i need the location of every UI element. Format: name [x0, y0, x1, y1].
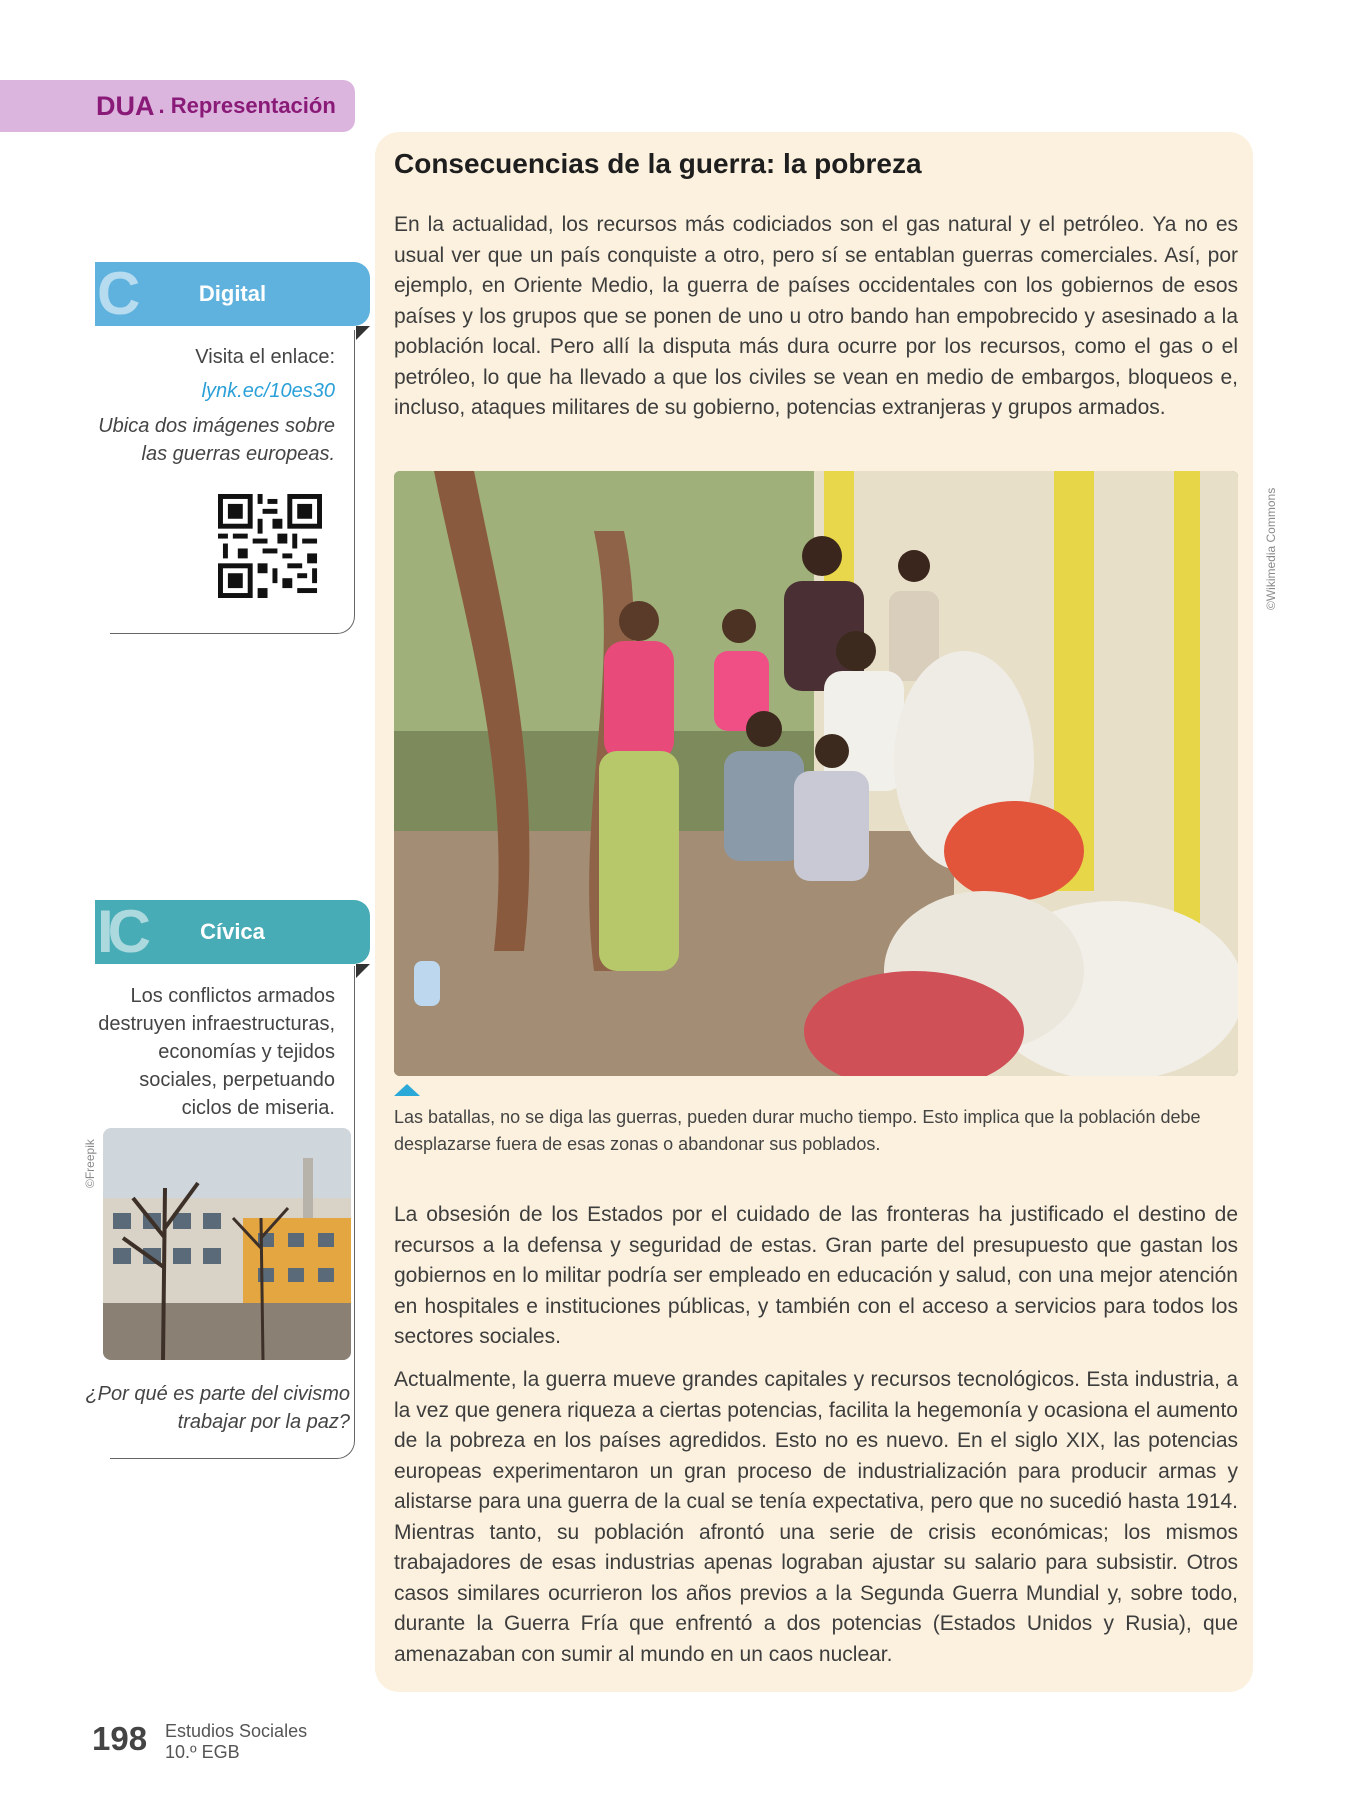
photo-credit-freepik: ©Freepik [83, 1139, 97, 1188]
dua-label: DUA [96, 90, 155, 121]
page-number: 198 [92, 1720, 148, 1757]
dua-tab [0, 80, 355, 132]
caption-triangle-icon [394, 1084, 420, 1096]
damaged-school-illustration [103, 1128, 351, 1360]
digital-instruction-line-1: Ubica dos imágenes sobre [98, 415, 335, 437]
footer-subject: Estudios Sociales [165, 1721, 308, 1741]
refugees-photo [394, 471, 1238, 1076]
dua-suffix: . Representación [158, 93, 336, 118]
civica-text-line-4: sociales, perpetuando [139, 1069, 335, 1091]
digital-c-icon: C [97, 260, 135, 327]
digital-title: Digital [198, 281, 267, 306]
civica-question-line-2: trabajar por la paz? [177, 1411, 350, 1433]
article-paragraph-3: Actualmente, la guerra mueve grandes capitales y recursos tecnológicos. Esta industria, a la vez que genera riqueza a ciertas potencias, facilita la hegemonía y ocasiona el aumento de la pobreza en los países agredidos. Esto no es nuevo. En el siglo XIX, las potencias europeas experimentaron un gran proceso de industrialización para producir armas y alistarse para una guerra de la cual se tenía expectativa, pero que no sucedió hasta 1914. Mientras tanto, su población afrontó una serie de crisis económicas; los mismos trabajadores de esas industrias apenas lograban ajustar su salario para subsistir. Otros casos similares ocurrieron los años previos a la Segunda Guerra Mundial y, sobre todo, durante la Guerra Fría que enfrentó a dos potencias (Estados Unidos y Rusia), que amenazaban con sumir al mundo en un caos nuclear. [394, 1368, 1238, 1666]
civica-text-line-1: Los conflictos armados [130, 985, 335, 1007]
civica-fold-icon [356, 964, 370, 978]
footer-grade: 10.º EGB [165, 1742, 240, 1762]
civica-box-header [95, 900, 370, 964]
digital-instruction-line-2: las guerras europeas. [141, 443, 335, 465]
photo-caption: Las batallas, no se diga las guerras, pueden durar mucho tiempo. Esto implica que la población debe desplazarse fuera de esas zonas o abandonar sus poblados. [394, 1107, 1201, 1154]
civica-text-line-3: economías y tejidos [158, 1041, 335, 1063]
article-paragraph-2: La obsesión de los Estados por el cuidado de las fronteras ha justificado el destino de recursos a la defensa y seguridad de estas. Gran parte del presupuesto que gastan los gobiernos en lo militar podría ser empleado en educación y salud, con una mejor atención en hospitales e instituciones públicas, y también con el acceso a servicios para todos los sectores sociales. [394, 1203, 1238, 1348]
qr-code-icon[interactable] [218, 494, 322, 598]
photo-credit-wikimedia: ©Wikimedia Commons [1264, 487, 1278, 610]
damaged-school-photo [103, 1128, 351, 1360]
digital-fold-icon [356, 326, 370, 340]
article-title: Consecuencias de la guerra: la pobreza [394, 148, 922, 179]
civica-text-line-5: ciclos de miseria. [181, 1097, 335, 1119]
article-paragraph-1: En la actualidad, los recursos más codiciados son el gas natural y el petróleo. Ya no es usual ver que un país conquiste a otro, pero sí se entablan guerras comerciales. Así, por ejemplo, en Oriente Medio, la guerra de países occidentales con los gobiernos de esos países y los grupos que se ponen de uno u otro bando han empobrecido y asesinado a la población local. Pero allí la disputa más dura ocurre por los recursos, como el gas o el petróleo, lo que ha llevado a que los civiles se vean en medio de embargos, bloqueos e, incluso, ataques militares de su gobierno, potencias extranjeras y grupos armados. [394, 213, 1238, 419]
civica-ic-icon: IC [97, 898, 145, 965]
civica-question-line-1: ¿Por qué es parte del civismo [85, 1383, 350, 1405]
digital-box-header [95, 262, 370, 326]
digital-link[interactable]: lynk.ec/10es30 [201, 380, 335, 402]
digital-visit-text: Visita el enlace: [195, 346, 335, 368]
civica-title: Cívica [200, 919, 265, 944]
civica-text-line-2: destruyen infraestructuras, [98, 1013, 335, 1035]
refugees-photo-illustration [394, 471, 1238, 1076]
